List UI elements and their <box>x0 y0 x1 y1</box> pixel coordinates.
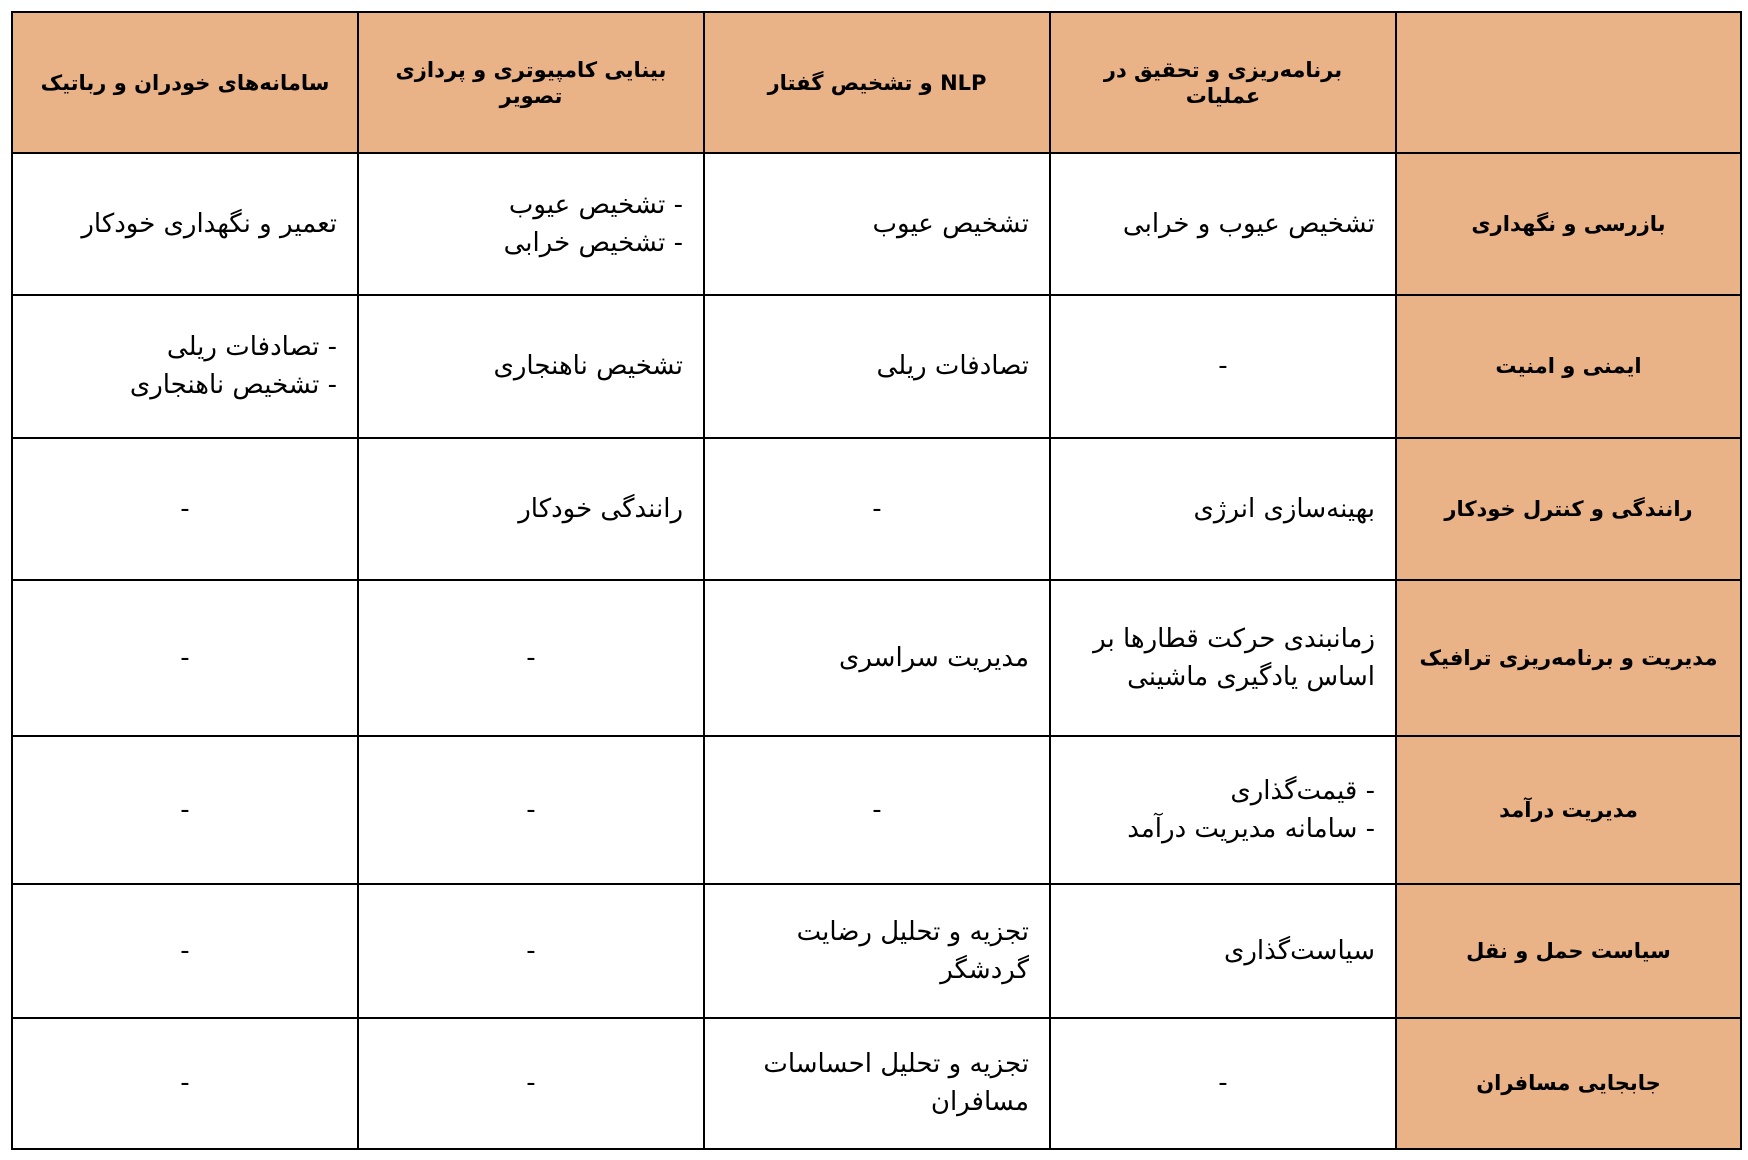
cell-text-line: - <box>872 795 882 826</box>
cell-text-line: - <box>872 493 882 524</box>
table-cell <box>1050 153 1396 295</box>
cell-text-line: - <box>180 493 190 524</box>
cell-text-line: تشخیص ناهنجاری <box>493 351 683 382</box>
table-cell <box>12 580 358 736</box>
cell-text-line: - <box>180 1068 190 1099</box>
cell-text-line: گردشگر <box>940 955 1029 986</box>
column-header-nlp-speech <box>704 12 1050 153</box>
column-header-autonomous-robotics <box>12 12 358 153</box>
table-cell <box>1050 580 1396 736</box>
row-header-label: مدیریت و برنامه‌ریزی ترافیک <box>1419 646 1718 670</box>
cell-text-line: - <box>526 936 536 967</box>
cell-text-line: - <box>526 795 536 826</box>
table-row <box>12 736 1741 884</box>
table-cell <box>704 438 1050 580</box>
table-cell <box>12 884 358 1017</box>
row-header-label: رانندگی و کنترل خودکار <box>1444 496 1693 521</box>
table-cell <box>358 580 704 736</box>
cell-text-line: سیاست‌گذاری <box>1223 936 1375 967</box>
row-header-label: مدیریت درآمد <box>1499 798 1638 823</box>
table-cell <box>1050 295 1396 437</box>
table-row <box>12 884 1741 1017</box>
cell-text-line: - تصادفات ریلی <box>166 332 337 363</box>
row-header-label: سیاست حمل و نقل <box>1466 939 1671 964</box>
column-header-label: سامانه‌های خودران و رباتیک <box>40 70 330 95</box>
cell-text-line: تجزیه و تحلیل احساسات <box>763 1049 1029 1080</box>
cell-text-line: - قیمت‌گذاری <box>1230 776 1375 807</box>
cell-text-line: زمانبندی حرکت قطارها بر <box>1093 624 1375 654</box>
table-body <box>12 153 1741 1149</box>
cell-text-line: تشخیص عیوب و خرابی <box>1122 209 1375 240</box>
header-row <box>12 12 1741 153</box>
cell-text-line: تصادفات ریلی <box>876 351 1029 382</box>
table-cell <box>12 736 358 884</box>
table-cell <box>704 153 1050 295</box>
row-header-cell <box>1396 295 1741 437</box>
cell-text-line: بهینه‌سازی انرژی <box>1193 493 1375 524</box>
cell-text-line: - <box>526 1068 536 1099</box>
table-cell <box>704 736 1050 884</box>
column-header-computer-vision <box>358 12 704 153</box>
row-header-label: ایمنی و امنیت <box>1495 354 1642 379</box>
column-header-label: NLP و تشخیص گفتار <box>767 70 987 95</box>
cell-text-line: تشخیص عیوب <box>872 209 1029 240</box>
table-cell <box>704 295 1050 437</box>
table-cell <box>704 1018 1050 1149</box>
table-cell <box>1050 1018 1396 1149</box>
table-cell <box>1050 438 1396 580</box>
row-header-cell <box>1396 1018 1741 1149</box>
column-header-label: برنامه‌ریزی و تحقیق در عملیات <box>1103 57 1343 108</box>
table-cell <box>12 438 358 580</box>
column-header-operations-research <box>1050 12 1396 153</box>
cell-text-line: اساس یادگیری ماشینی <box>1127 662 1375 692</box>
cell-text-line: - تشخیص ناهنجاری <box>129 370 337 401</box>
table-row <box>12 580 1741 736</box>
table-row <box>12 153 1741 295</box>
row-header-cell <box>1396 736 1741 884</box>
table-row <box>12 295 1741 437</box>
cell-text-line: - <box>180 795 190 826</box>
cell-text-line: - <box>526 643 536 673</box>
table-cell <box>704 580 1050 736</box>
table-cell <box>358 295 704 437</box>
table-cell <box>1050 884 1396 1017</box>
table-cell <box>358 1018 704 1149</box>
cell-text-line: - <box>1218 1068 1228 1099</box>
table-row <box>12 438 1741 580</box>
table-cell <box>358 884 704 1017</box>
row-header-cell <box>1396 884 1741 1017</box>
column-header-label: بینایی کامپیوتری و پردازی تصویر <box>395 57 667 108</box>
cell-text-line: - <box>180 643 190 673</box>
row-header-cell <box>1396 153 1741 295</box>
row-header-label: جابجایی مسافران <box>1476 1071 1661 1096</box>
row-header-cell <box>1396 580 1741 736</box>
cell-text-line: - تشخیص خرابی <box>503 228 683 259</box>
table-cell <box>1050 736 1396 884</box>
table-cell <box>358 153 704 295</box>
cell-text-line: - تشخیص عیوب <box>508 190 683 221</box>
cell-text-line: - <box>1218 351 1228 382</box>
table-cell <box>704 884 1050 1017</box>
ai-applications-table <box>11 11 1742 1150</box>
cell-text-line: - سامانه مدیریت درآمد <box>1127 814 1375 845</box>
cell-text-line: تجزیه و تحلیل رضایت <box>796 917 1029 948</box>
table-cell <box>358 438 704 580</box>
cell-text-line: رانندگی خودکار <box>518 493 683 524</box>
table-cell <box>12 295 358 437</box>
table-cell <box>12 153 358 295</box>
row-header-label: بازرسی و نگهداری <box>1471 212 1666 237</box>
cell-text-line: مسافران <box>930 1087 1029 1118</box>
table-cell <box>358 736 704 884</box>
cell-text-line: تعمیر و نگهداری خودکار <box>81 209 337 240</box>
row-header-cell <box>1396 438 1741 580</box>
table-cell <box>12 1018 358 1149</box>
cell-text-line: مدیریت سراسری <box>838 643 1029 673</box>
header-corner-cell <box>1396 12 1741 153</box>
cell-text-line: - <box>180 936 190 967</box>
table-row <box>12 1018 1741 1149</box>
